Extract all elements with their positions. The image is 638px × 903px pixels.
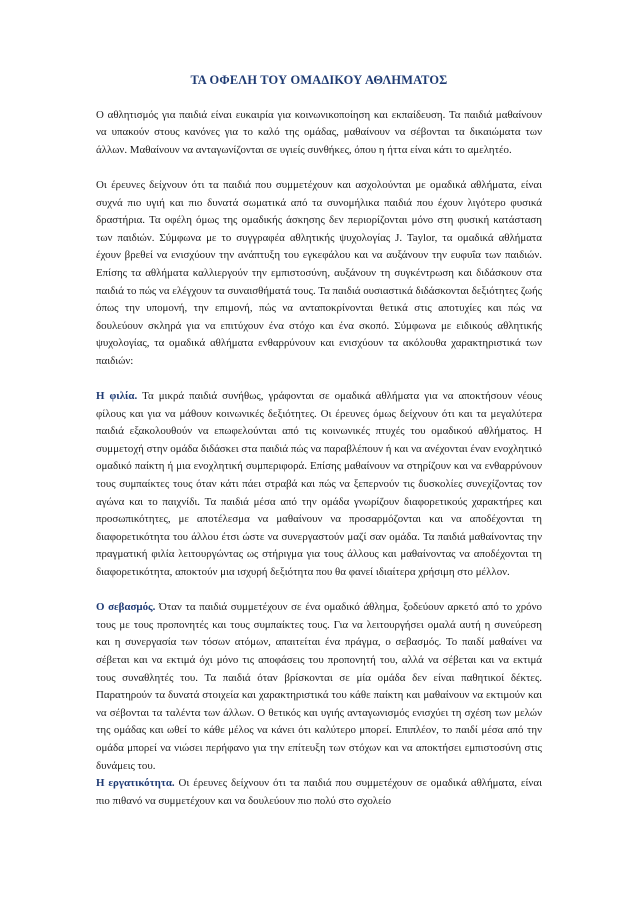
- respect-paragraph: [96, 599, 542, 775]
- intro-paragraph: [96, 107, 542, 160]
- research-text: Οι έρευνες δείχνουν ότι τα παιδιά που συμμετέχουν και ασχολούνται με ομαδικά αθλήματα, είναι συχνά πιο υγιή και πιο δυνατά σωματικά από τα συνομήλικα παιδιά που έχουν λιγότερο φυσικά δραστήρια. Τα οφέλη όμως της ομαδικής άσκησης δεν περιορίζονται μόνο στη φυσική κατάσταση των παιδιών. Σύμφωνα με το συγγραφέα αθλητικής ψυχολογίας J. Taylor, τα ομαδικά αθλήματα έχουν βρεθεί να ενισχύουν την ανάπτυξη του εγκεφάλου και να αυξάνουν την ευφυΐα των παιδιών. Επίσης τα αθλήματα καλλιεργούν την εμπιστοσύνη, αυξάνουν τη συγκέντρωση και διδάσκουν στα παιδιά το πώς να ελέγχουν τα συναισθήματά τους. Τα παιδιά ουσιαστικά διδάσκονται δεξιότητες ζωής όπως την υπομονή, την επιμονή, πώς να ανταποκρίνονται θετικά στις αποτυχίες και πώς να δουλεύουν σκληρά για να επιτύχουν ένα στόχο και ένα σκοπό. Σύμφωνα με ειδικούς αθλητικής ψυχολογίας, τα ομαδικά αθλήματα ενθαρρύνουν και ενισχύουν τα ακόλουθα χαρακτηριστικά των παιδιών:: [96, 178, 542, 367]
- intro-text: Ο αθλητισμός για παιδιά είναι ευκαιρία για κοινωνικοποίηση και εκπαίδευση. Τα παιδιά μαθαίνουν να υπακούν στους κανόνες για το καλό της ομάδας, μαθαίνουν να σέβονται τα δικαιώματα των άλλων. Μαθαίνουν να ανταγωνίζονται σε υγιείς συνθήκες, όπου η ήττα είναι κάτι το αμελητέο.: [96, 108, 542, 156]
- page-title: ΤΑ ΟΦΕΛΗ ΤΟΥ ΟΜΑΔΙΚΟΥ ΑΘΛΗΜΑΤΟΣ: [190, 73, 448, 87]
- diligence-text: Οι έρευνες δείχνουν ότι τα παιδιά που συμμετέχουν σε ομαδικά αθλήματα, είναι πιο πιθανό να συμμετέχουν και να δουλεύουν πιο πολύ στο σχολείο: [96, 777, 542, 807]
- diligence-heading: Η εργατικότητα.: [96, 777, 175, 790]
- respect-heading: Ο σεβασμός.: [96, 601, 156, 614]
- respect-text: Όταν τα παιδιά συμμετέχουν σε ένα ομαδικό άθλημα, ξοδεύουν αρκετό από το χρόνο τους με τους προπονητές και τους συμπαίκτες τους. Για να λειτουργήσει ομαλά αυτή η συνεύρεση και η συνεργασία των τόσων ατόμων, απαιτείται ένα πράγμα, ο σεβασμός. Το παιδί μαθαίνει να σέβεται και να εκτιμά όχι μόνο τις αποφάσεις του προπονητή του, αλλά να σέβεται και να εκτιμά τους συναθλητές του. Τα παιδιά όταν βρίσκονται σε μία ομάδα δεν είναι παθητικοί δέκτες. Παρατηρούν τα δυνατά στοιχεία και χαρακτηριστικά του κάθε παίκτη και μαθαίνουν να εκτιμούν και να σέβονται τα ταλέντα των άλλων. Ο θετικός και υγιής ανταγωνισμός ενισχύει τη σχέση των μελών της ομάδας και ωθεί το κάθε μέλος να κάνει ότι καλύτερο μπορεί. Επιπλέον, το παιδί μέσα από την ομάδα μπορεί να νιώσει περήφανο για την επίτευξη των στόχων και να αποκτήσει εμπιστοσύνη στις δυνάμεις του.: [96, 601, 542, 772]
- friendship-paragraph: [96, 388, 542, 582]
- friendship-heading: Η φιλία.: [96, 390, 138, 403]
- friendship-text: Τα μικρά παιδιά συνήθως, γράφονται σε ομαδικά αθλήματα για να αποκτήσουν νέους φίλους και για να μάθουν κοινωνικές δεξιότητες. Οι έρευνες όμως δείχνουν ότι και τα μεγαλύτερα παιδιά εξακολουθούν να επωφελούνται από τις κοινωνικές πτυχές του ομαδικού αθλήματος. Η συμμετοχή στην ομάδα διδάσκει στα παιδιά πώς να παραβλέπουν ή και να ανέχονται έναν ενοχλητικό ομαδικό παίκτη ή μια ενοχλητική συμπεριφορά. Επίσης μαθαίνουν να στηρίζουν και να ενθαρρύνουν τους συμπαίκτες τους όταν κάτι πάει στραβά και πώς να ξεπερνούν τις δυσκολίες συνεχίζοντας τον αγώνα και το παιχνίδι. Τα παιδιά μέσα από την ομάδα γνωρίζουν διαφορετικούς χαρακτήρες και προσωπικότητες, με αποτέλεσμα να μαθαίνουν να προσαρμόζονται και να αποδέχονται τη διαφορετικότητα του άλλου έτσι ώστε να συνεργαστούν μαζί σαν ομάδα. Τα παιδιά μαθαίνοντας την πραγματική φιλία λειτουργώντας ως στήριγμα για τους άλλους και μαθαίνοντας να αποδέχονται τη διαφορετικότητα, αποκτούν μια ισχυρή δεξιότητα που θα φανεί ιδιαίτερα χρήσιμη στο μέλλον.: [96, 390, 542, 579]
- diligence-paragraph: [96, 775, 542, 810]
- research-paragraph: [96, 177, 542, 371]
